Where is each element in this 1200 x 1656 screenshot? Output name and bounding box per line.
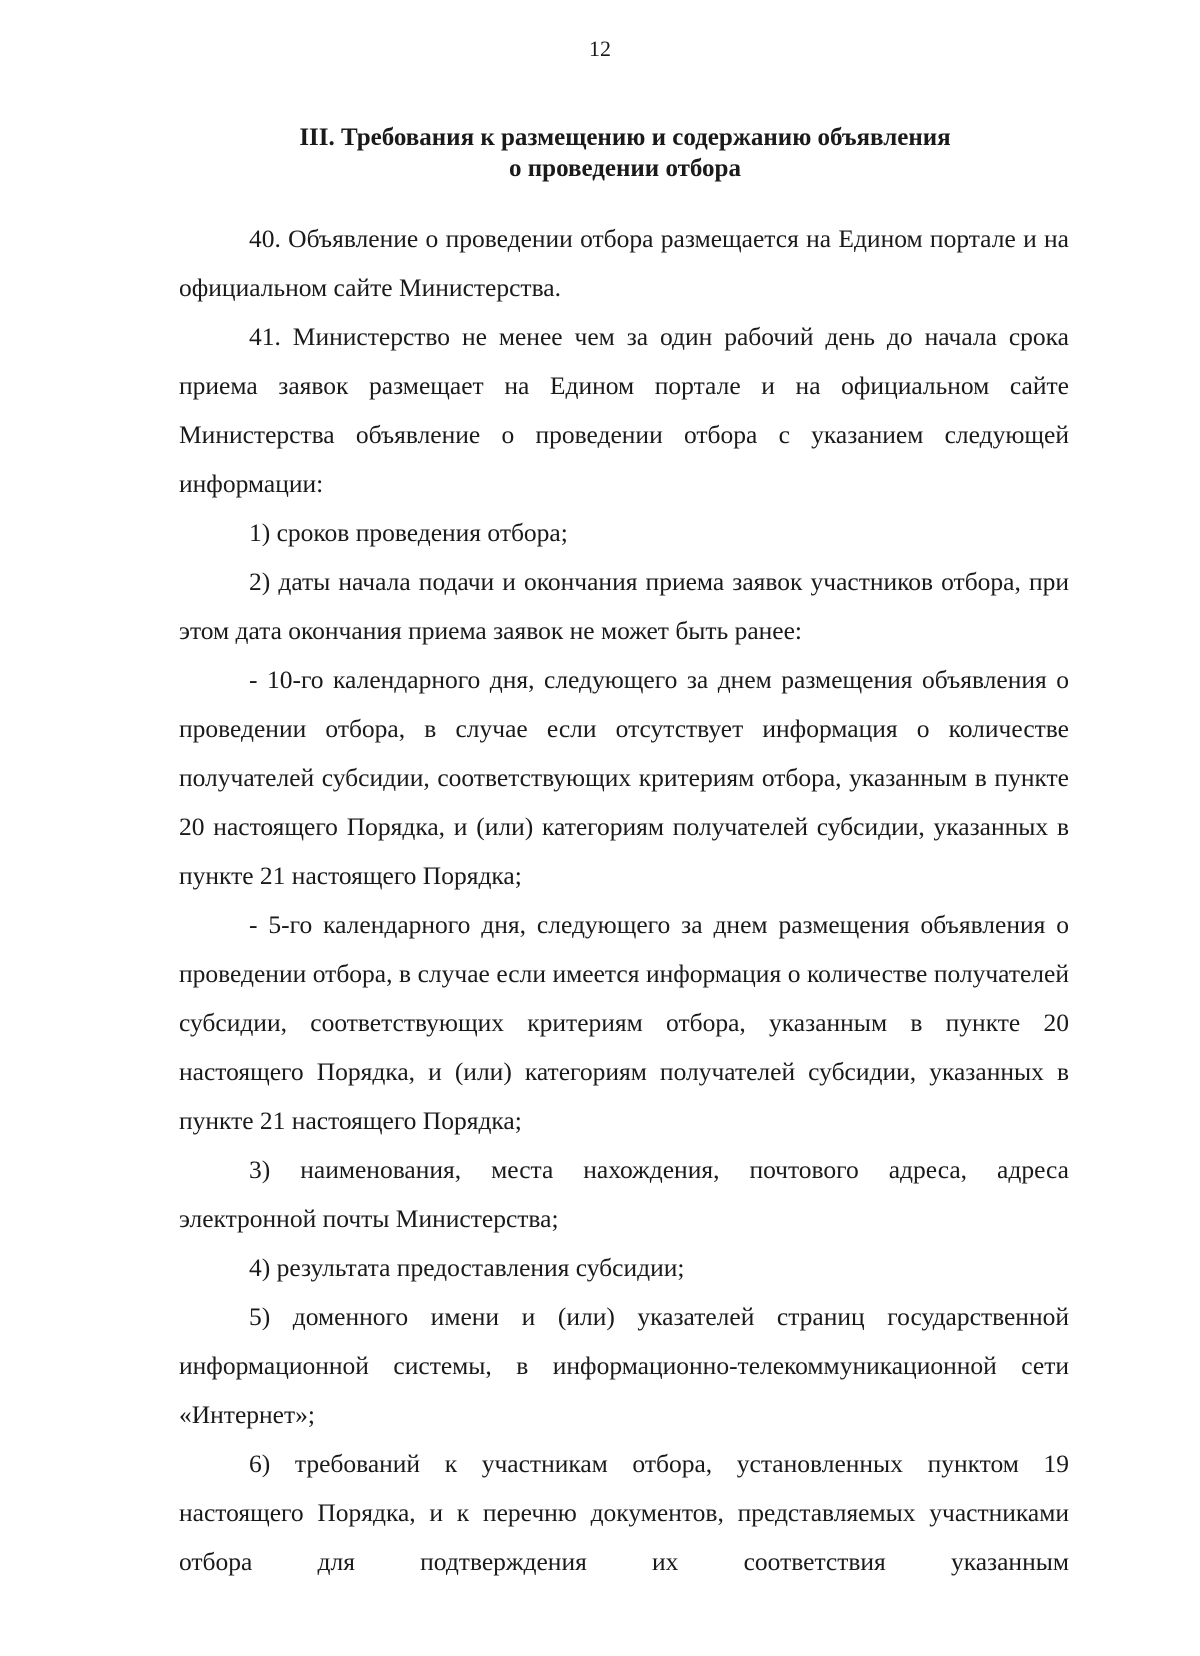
page-number: 12 (589, 36, 611, 61)
list-item-6: 6) требований к участникам отбора, установленных пунктом 19 настоящего Порядка, и к перечню документов, представляемых участниками отбора для подтверждения их соответствия указанным (179, 1449, 1069, 1576)
section-title-line-1: III. Требования к размещению и содержанию объявления (299, 124, 951, 151)
list-subitem-10-day: - 10-го календарного дня, следующего за днем размещения объявления о проведении отбора, в случае если отсутствует информация о количестве получателей субсидии, соответствующих критериям отбора, указанным в пункте 20 настоящего Порядка, и (или) категориям получателей субсидии, указанных в пункте 21 настоящего Порядка; (179, 665, 1069, 890)
paragraph-41: 41. Министерство не менее чем за один рабочий день до начала срока приема заявок размещает на Едином портале и на официальном сайте Министерства объявление о проведении отбора с указанием следующей информации: (179, 322, 1069, 498)
list-item-1: 1) сроков проведения отбора; (249, 518, 568, 547)
list-subitem-5-day: - 5-го календарного дня, следующего за днем размещения объявления о проведении отбора, в случае если имеется информация о количестве получателей субсидии, соответствующих критериям отбора, указанным в пункте 20 настоящего Порядка, и (или) категориям получателей субсидии, указанных в пункте 21 настоящего Порядка; (179, 910, 1069, 1135)
list-item-4: 4) результата предоставления субсидии; (249, 1253, 685, 1282)
list-item-3: 3) наименования, места нахождения, почтового адреса, адреса электронной почты Министерства; (179, 1155, 1069, 1233)
list-item-2: 2) даты начала подачи и окончания приема заявок участников отбора, при этом дата окончания приема заявок не может быть ранее: (179, 567, 1069, 645)
section-title (180, 122, 1070, 184)
document-body (179, 214, 1069, 1586)
section-title-line-2: о проведении отбора (509, 155, 741, 182)
list-item-5: 5) доменного имени и (или) указателей страниц государственной информационной системы, в информационно-телекоммуникационной сети «Интернет»; (179, 1302, 1069, 1429)
paragraph-40: 40. Объявление о проведении отбора размещается на Едином портале и на официальном сайте Министерства. (179, 224, 1069, 302)
